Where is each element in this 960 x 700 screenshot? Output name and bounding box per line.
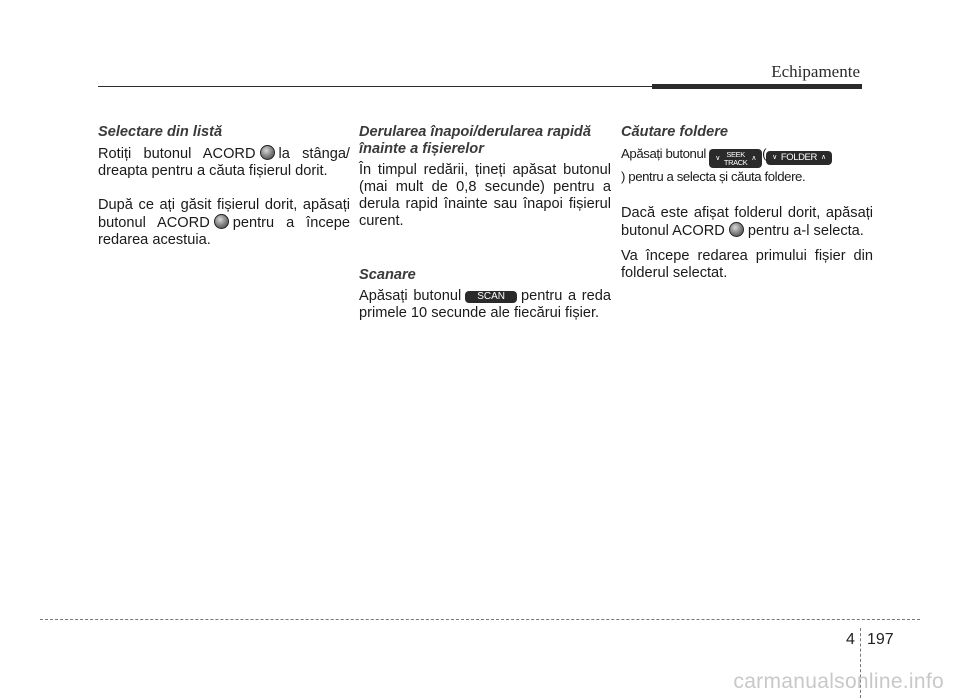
track-label: TRACK [723, 157, 748, 167]
chevron-up-icon: ∧ [820, 154, 826, 161]
chevron-down-icon: ∨ [715, 155, 720, 162]
page-number: 197 [867, 631, 894, 648]
column-select-from-list [98, 124, 350, 266]
paragraph-folder-play: Va începe redarea primului fișier din folderul selectat. [621, 248, 873, 282]
watermark: carmanualsonline.info [733, 670, 944, 693]
seek-track-label [724, 151, 747, 166]
text: pentru a începe redarea acestuia. [98, 215, 350, 248]
paragraph-scan [359, 288, 611, 322]
folder-label: FOLDER [780, 152, 817, 163]
heading-scan: Scanare [359, 267, 416, 283]
text: ( [762, 146, 767, 161]
text: ) pentru a selecta și căuta foldere. [621, 169, 806, 185]
heading-select-from-list: Selectare din listă [98, 124, 223, 140]
text: la stânga/ dreapta pentru a căuta fișierul dorit. [98, 146, 350, 179]
heading-rewind-fastforward: Derularea înapoi/derularea rapidă înainte a fișierelor [359, 124, 591, 157]
paragraph-rotate-knob [98, 145, 350, 180]
paragraph-rewind: În timpul redării, țineți apăsat butonul (mai mult de 0,8 secunde) pentru a derula rapid înainte sau înapoi fișierul curent. [359, 162, 611, 229]
text: Apăsați butonul [621, 146, 706, 161]
column-rewind-fastforward [359, 124, 611, 339]
chevron-up-icon: ∧ [751, 155, 757, 162]
paragraph-folder-select [621, 205, 873, 240]
tune-knob-icon [729, 222, 744, 237]
scan-button-icon: SCAN [465, 291, 517, 303]
chevron-down-icon: ∨ [772, 154, 777, 161]
text: După ce ați găsit fișierul dorit, apăsați butonul ACORD [98, 197, 350, 231]
section-title: Echipamente [771, 62, 860, 81]
text: Rotiți butonul ACORD [98, 146, 256, 162]
paragraph-press-knob [98, 197, 350, 249]
header-rule [98, 86, 658, 87]
seek-track-button-icon [709, 149, 762, 168]
paragraph-folder-buttons [621, 145, 873, 185]
footer-rule [40, 619, 920, 620]
seek-label: SEEK [726, 150, 745, 160]
column-folder-search [621, 124, 873, 299]
header-rule-accent [652, 84, 862, 89]
tune-knob-icon [214, 214, 229, 229]
text: pentru a-l selecta. [747, 223, 864, 240]
text: pentru a reda primele 10 secunde ale fiecărui fișier. [359, 288, 611, 321]
tune-knob-icon [260, 145, 275, 160]
text: Apăsați butonul [359, 288, 462, 304]
text: Dacă este afișat folderul dorit, apăsați butonul ACORD [621, 205, 873, 240]
folder-button-icon [766, 151, 832, 165]
chapter-number: 4 [846, 631, 855, 648]
heading-folder-search: Căutare foldere [621, 124, 729, 140]
